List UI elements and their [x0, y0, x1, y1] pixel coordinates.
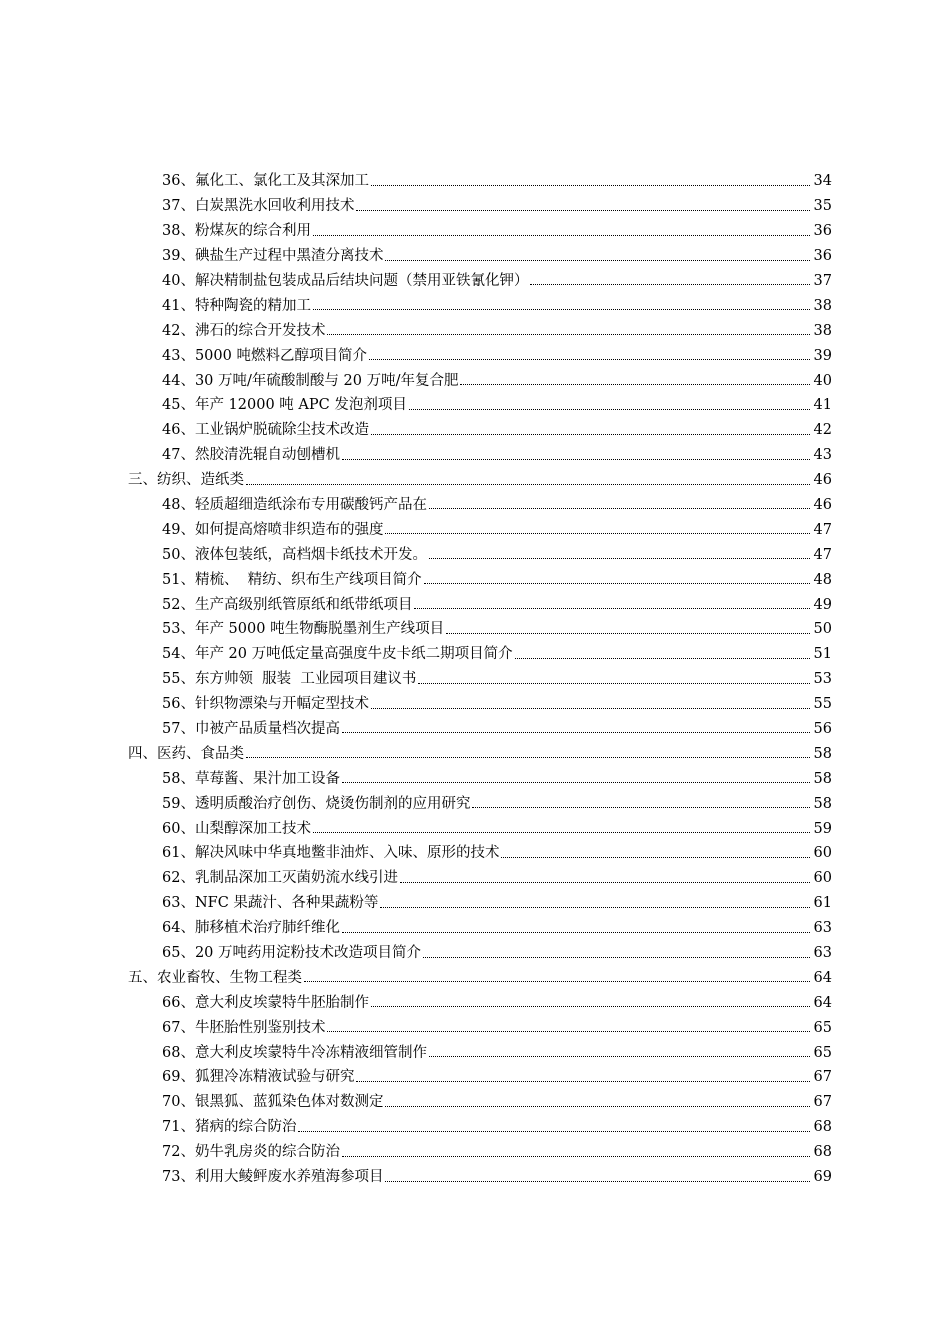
dot-leader	[429, 1056, 810, 1057]
dot-leader	[313, 309, 810, 310]
dot-leader	[304, 981, 810, 982]
dot-leader	[472, 807, 810, 808]
toc-page-number: 69	[813, 1169, 832, 1186]
toc-entry-title: 56、针织物漂染与开幅定型技术	[162, 696, 369, 713]
toc-page-number: 60	[813, 845, 832, 862]
dot-leader	[385, 1106, 810, 1107]
toc-item-row[interactable]	[0, 1135, 950, 1160]
toc-page-number: 59	[813, 820, 832, 837]
toc-item-row[interactable]	[0, 687, 950, 712]
toc-page-number: 65	[813, 1019, 832, 1036]
toc-entry-title: 47、然胶清洗辊自动刨槽机	[162, 447, 340, 464]
toc-entry-title: 44、30 万吨/年硫酸制酸与 20 万吨/年复合肥	[162, 372, 459, 389]
toc-entry-title: 46、工业锅炉脱硫除尘技术改造	[162, 422, 369, 439]
toc-entry-title: 五、农业畜牧、生物工程类	[128, 969, 302, 986]
dot-leader	[371, 185, 810, 186]
toc-page-number: 41	[813, 397, 832, 414]
toc-item-row[interactable]	[0, 811, 950, 836]
dot-leader	[327, 1031, 810, 1032]
toc-page-number: 42	[813, 422, 832, 439]
toc-entry-title: 54、年产 20 万吨低定量高强度牛皮卡纸二期项目简介	[162, 646, 513, 663]
dot-leader	[385, 533, 810, 534]
toc-entry-title: 64、肺移植术治疗肺纤维化	[162, 920, 340, 937]
toc-item-row[interactable]	[0, 587, 950, 612]
toc-page-number: 67	[813, 1069, 832, 1086]
toc-item-row[interactable]	[0, 861, 950, 886]
toc-entry-title: 53、年产 5000 吨生物酶脱墨剂生产线项目	[162, 621, 445, 638]
dot-leader	[246, 484, 810, 485]
toc-item-row[interactable]	[0, 288, 950, 313]
toc-entry-title: 55、东方帅领 服装 工业园项目建议书	[162, 671, 417, 688]
toc-entry-title: 61、解决风味中华真地鳖非油炸、入味、原形的技术	[162, 845, 500, 862]
toc-entry-title: 41、特种陶瓷的精加工	[162, 297, 311, 314]
toc-page-number: 50	[813, 621, 832, 638]
toc-section-row[interactable]	[0, 736, 950, 761]
toc-item-row[interactable]	[0, 836, 950, 861]
toc-entry-title: 69、狐狸冷冻精液试验与研究	[162, 1069, 355, 1086]
table-of-contents	[0, 164, 950, 1185]
toc-item-row[interactable]	[0, 1110, 950, 1135]
dot-leader	[313, 832, 810, 833]
toc-item-row[interactable]	[0, 786, 950, 811]
dot-leader	[418, 683, 810, 684]
toc-item-row[interactable]	[0, 488, 950, 513]
toc-item-row[interactable]	[0, 413, 950, 438]
dot-leader	[424, 583, 810, 584]
toc-item-row[interactable]	[0, 1060, 950, 1085]
toc-entry-title: 60、山梨醇深加工技术	[162, 820, 311, 837]
toc-page-number: 34	[813, 173, 832, 190]
toc-page-number: 64	[813, 994, 832, 1011]
toc-entry-title: 36、氟化工、氯化工及其深加工	[162, 173, 369, 190]
dot-leader	[460, 384, 810, 385]
toc-page-number: 58	[813, 770, 832, 787]
toc-page-number: 47	[813, 546, 832, 563]
dot-leader	[385, 1181, 810, 1182]
toc-item-row[interactable]	[0, 1085, 950, 1110]
toc-entry-title: 50、液体包装纸，高档烟卡纸技术开发。	[162, 546, 427, 563]
toc-page-number: 49	[813, 596, 832, 613]
toc-entry-title: 57、巾被产品质量档次提高	[162, 720, 340, 737]
toc-item-row[interactable]	[0, 1035, 950, 1060]
dot-leader	[342, 459, 810, 460]
toc-page-number: 56	[813, 720, 832, 737]
toc-page-number: 35	[813, 198, 832, 215]
dot-leader	[423, 957, 810, 958]
toc-entry-title: 59、透明质酸治疗创伤、烧烫伤制剂的应用研究	[162, 795, 471, 812]
toc-item-row[interactable]	[0, 438, 950, 463]
toc-entry-title: 51、精梳、 精纺、织布生产线项目简介	[162, 571, 422, 588]
toc-item-row[interactable]	[0, 164, 950, 189]
toc-page-number: 58	[813, 745, 832, 762]
dot-leader	[342, 732, 810, 733]
toc-page-number: 39	[813, 347, 832, 364]
dot-leader	[298, 1131, 810, 1132]
toc-entry-title: 48、轻质超细造纸涂布专用碳酸钙产品在	[162, 496, 427, 513]
toc-entry-title: 71、猪病的综合防治	[162, 1119, 297, 1136]
toc-item-row[interactable]	[0, 985, 950, 1010]
toc-entry-title: 45、年产 12000 吨 APC 发泡剂项目	[162, 397, 407, 414]
toc-page-number: 36	[813, 223, 832, 240]
toc-page-number: 46	[813, 496, 832, 513]
dot-leader	[369, 359, 810, 360]
toc-entry-title: 42、沸石的综合开发技术	[162, 322, 326, 339]
toc-page-number: 68	[813, 1119, 832, 1136]
toc-page-number: 64	[813, 969, 832, 986]
toc-page-number: 61	[813, 895, 832, 912]
dot-leader	[530, 284, 810, 285]
toc-item-row[interactable]	[0, 562, 950, 587]
toc-entry-title: 58、草莓酱、果汁加工设备	[162, 770, 340, 787]
toc-item-row[interactable]	[0, 512, 950, 537]
toc-entry-title: 38、粉煤灰的综合利用	[162, 223, 311, 240]
toc-page-number: 55	[813, 696, 832, 713]
toc-page-number: 48	[813, 571, 832, 588]
toc-page-number: 37	[813, 272, 832, 289]
dot-leader	[342, 782, 810, 783]
toc-item-row[interactable]	[0, 761, 950, 786]
dot-leader	[429, 558, 810, 559]
toc-page-number: 36	[813, 248, 832, 265]
toc-entry-title: 67、牛胚胎性别鉴别技术	[162, 1019, 326, 1036]
dot-leader	[356, 1081, 810, 1082]
toc-entry-title: 52、生产高级别纸管原纸和纸带纸项目	[162, 596, 413, 613]
dot-leader	[246, 757, 810, 758]
dot-leader	[515, 658, 810, 659]
toc-item-row[interactable]	[0, 214, 950, 239]
toc-entry-title: 37、白炭黑洗水回收利用技术	[162, 198, 355, 215]
toc-page-number: 38	[813, 322, 832, 339]
toc-item-row[interactable]	[0, 239, 950, 264]
toc-entry-title: 62、乳制品深加工灭菌奶流水线引进	[162, 870, 398, 887]
toc-entry-title: 40、解决精制盐包装成品后结块问题（禁用亚铁氰化钾）	[162, 272, 529, 289]
toc-item-row[interactable]	[0, 712, 950, 737]
dot-leader	[400, 882, 810, 883]
dot-leader	[342, 932, 810, 933]
toc-section-row[interactable]	[0, 463, 950, 488]
dot-leader	[356, 210, 810, 211]
toc-item-row[interactable]	[0, 388, 950, 413]
toc-page-number: 58	[813, 795, 832, 812]
dot-leader	[429, 508, 810, 509]
dot-leader	[385, 260, 810, 261]
toc-entry-title: 63、NFC 果蔬汁、各种果蔬粉等	[162, 895, 379, 912]
dot-leader	[342, 1156, 810, 1157]
toc-entry-title: 68、意大利皮埃蒙特牛冷冻精液细管制作	[162, 1044, 427, 1061]
toc-entry-title: 70、银黑狐、蓝狐染色体对数测定	[162, 1094, 384, 1111]
toc-entry-title: 73、利用大鲮鲆废水养殖海参项目	[162, 1169, 384, 1186]
toc-item-row[interactable]	[0, 662, 950, 687]
toc-item-row[interactable]	[0, 537, 950, 562]
toc-page-number: 47	[813, 521, 832, 538]
toc-page-number: 43	[813, 447, 832, 464]
toc-item-row[interactable]	[0, 313, 950, 338]
toc-entry-title: 65、20 万吨药用淀粉技术改造项目简介	[162, 945, 422, 961]
dot-leader	[371, 434, 810, 435]
toc-item-row[interactable]	[0, 363, 950, 388]
dot-leader	[313, 235, 810, 236]
toc-item-row[interactable]	[0, 637, 950, 662]
toc-entry-title: 49、如何提高熔喷非织造布的强度	[162, 521, 384, 538]
dot-leader	[414, 608, 810, 609]
toc-page-number: 53	[813, 671, 832, 688]
toc-item-row[interactable]	[0, 936, 950, 961]
toc-page-number: 63	[813, 945, 832, 961]
toc-page-number: 67	[813, 1094, 832, 1111]
toc-item-row[interactable]	[0, 886, 950, 911]
toc-item-row[interactable]	[0, 264, 950, 289]
dot-leader	[380, 907, 810, 908]
dot-leader	[371, 1006, 810, 1007]
toc-page-number: 65	[813, 1044, 832, 1061]
toc-entry-title: 四、医药、食品类	[128, 745, 244, 762]
dot-leader	[501, 857, 810, 858]
toc-item-row[interactable]	[0, 338, 950, 363]
toc-page-number: 38	[813, 297, 832, 314]
toc-section-row[interactable]	[0, 961, 950, 986]
toc-entry-title: 三、纺织、造纸类	[128, 472, 244, 489]
toc-page-number: 40	[813, 372, 832, 389]
toc-entry-title: 39、碘盐生产过程中黑渣分离技术	[162, 248, 384, 265]
toc-page-number: 46	[813, 472, 832, 489]
toc-entry-title: 72、奶牛乳房炎的综合防治	[162, 1144, 340, 1161]
toc-page-number: 68	[813, 1144, 832, 1161]
toc-page-number: 63	[813, 920, 832, 937]
toc-item-row[interactable]	[0, 1160, 950, 1185]
dot-leader	[371, 708, 810, 709]
toc-page-number: 60	[813, 870, 832, 887]
toc-item-row[interactable]	[0, 1010, 950, 1035]
toc-entry-title: 66、意大利皮埃蒙特牛胚胎制作	[162, 994, 369, 1011]
dot-leader	[327, 334, 810, 335]
toc-item-row[interactable]	[0, 911, 950, 936]
toc-page-number: 51	[813, 646, 832, 663]
dot-leader	[409, 409, 810, 410]
toc-item-row[interactable]	[0, 612, 950, 637]
toc-entry-title: 43、5000 吨燃料乙醇项目简介	[162, 347, 367, 364]
toc-item-row[interactable]	[0, 189, 950, 214]
dot-leader	[446, 633, 810, 634]
